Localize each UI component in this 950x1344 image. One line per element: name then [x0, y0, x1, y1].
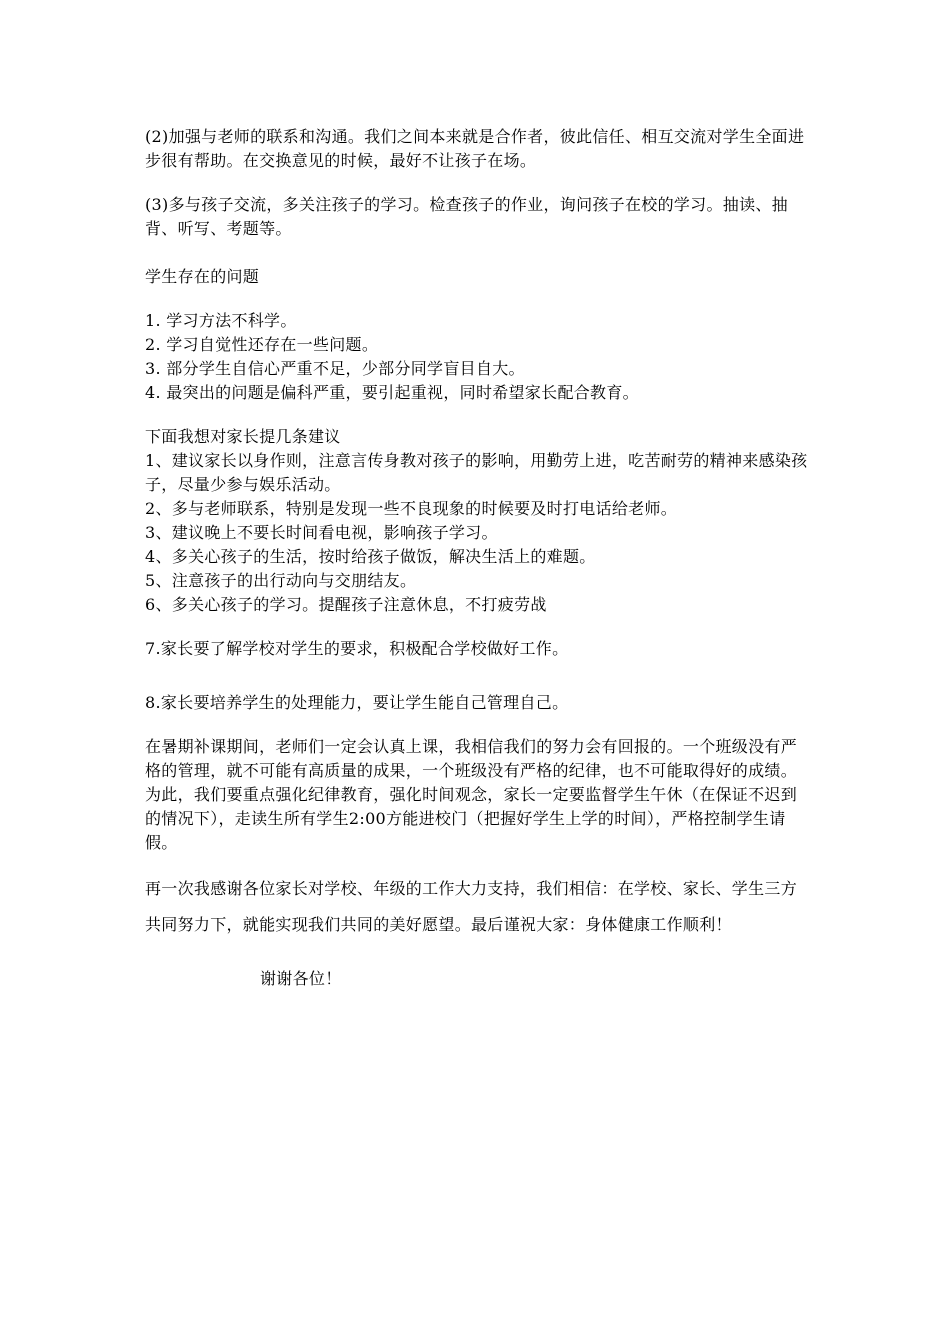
list-item: 3. 部分学生自信心严重不足，少部分同学盲目自大。	[145, 359, 525, 378]
paragraph-teacher-communication: (2)加强与老师的联系和沟通。我们之间本来就是合作者，彼此信任、相互交流对学生全面进步很有帮助。在交换意见的时候，最好不让孩子在场。	[145, 127, 805, 170]
suggestions-heading: 下面我想对家长提几条建议	[145, 427, 341, 446]
list-item: 2、多与老师联系，特别是发现一些不良现象的时候要及时打电话给老师。	[145, 499, 678, 518]
suggestion-item-7: 7.家长要了解学校对学生的要求，积极配合学校做好工作。	[145, 639, 569, 658]
list-item: 3、建议晚上不要长时间看电视，影响孩子学习。	[145, 523, 498, 542]
paragraph-child-communication: (3)多与孩子交流，多关注孩子的学习。检查孩子的作业，询问孩子在校的学习。抽读、抽背、听写、考题等。	[145, 195, 788, 238]
problems-heading: 学生存在的问题	[145, 267, 260, 286]
list-item: 5、注意孩子的出行动向与交朋结友。	[145, 571, 417, 590]
list-item: 2. 学习自觉性还存在一些问题。	[145, 335, 379, 354]
thanks-line: 谢谢各位！	[260, 969, 342, 988]
list-item: 4、多关心孩子的生活，按时给孩子做饭，解决生活上的难题。	[145, 547, 596, 566]
list-item: 1. 学习方法不科学。	[145, 311, 297, 330]
closing-paragraph: 再一次我感谢各位家长对学校、年级的工作大力支持，我们相信：在学校、家长、学生三方共同努力下，就能实现我们共同的美好愿望。最后谨祝大家：身体健康工作顺利！	[145, 879, 798, 934]
document-page	[145, 125, 810, 991]
summer-paragraph: 在暑期补课期间，老师们一定会认真上课，我相信我们的努力会有回报的。一个班级没有严格的管理，就不可能有高质量的成果，一个班级没有严格的纪律，也不可能取得好的成绩。为此，我们要重点强化纪律教育，强化时间观念，家长一定要监督学生午休（在保证不迟到的情况下），走读生所有学生2:00方能进校门（把握好学生上学的时间），严格控制学生请假。	[145, 737, 798, 852]
list-item: 1、建议家长以身作则，注意言传身教对孩子的影响，用勤劳上进，吃苦耐劳的精神来感染孩子，尽量少参与娱乐活动。	[145, 451, 808, 494]
suggestion-item-8: 8.家长要培养学生的处理能力，要让学生能自己管理自己。	[145, 693, 569, 712]
list-item: 4. 最突出的问题是偏科严重，要引起重视，同时希望家长配合教育。	[145, 383, 639, 402]
list-item: 6、多关心孩子的学习。提醒孩子注意休息，不打疲劳战	[145, 595, 547, 614]
suggestions-list	[145, 449, 810, 617]
problems-list	[145, 309, 810, 405]
